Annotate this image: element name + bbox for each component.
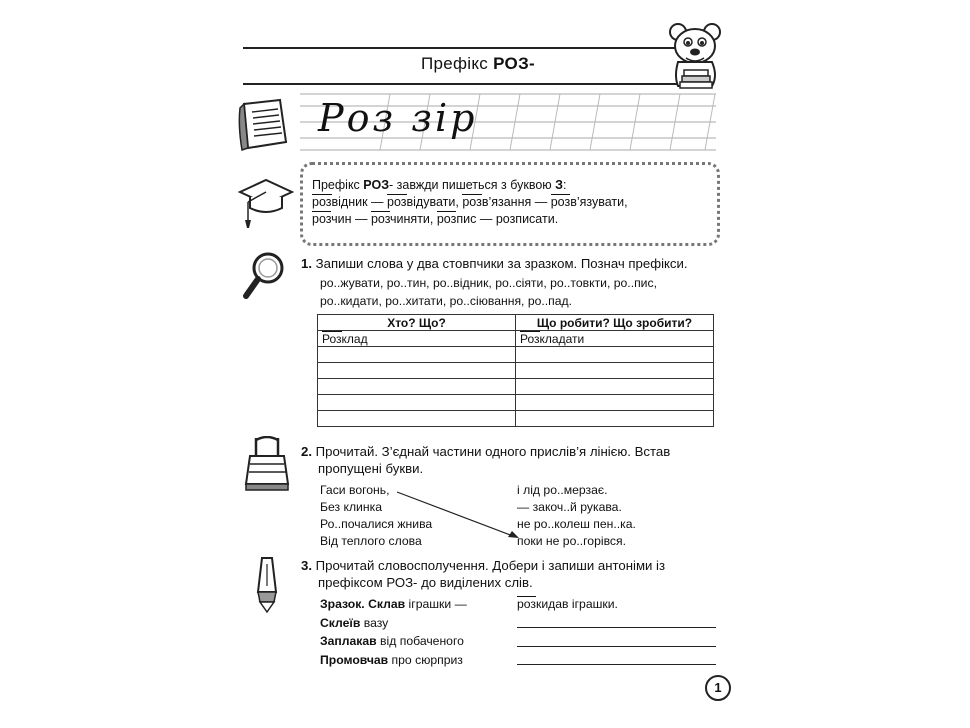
title-word: Префікс xyxy=(420,54,489,73)
handwriting-sample: Роз зір xyxy=(318,96,478,140)
answer-line-1[interactable] xyxy=(517,627,716,628)
task-3-item-2: Заплакав від побаченого xyxy=(320,634,464,648)
proverb-right-4[interactable]: поки не ро..горівся. xyxy=(517,534,626,548)
task-1-heading: 1. Запиши слова у два стовпчики за зразком. Познач префікси. xyxy=(301,256,688,271)
rule-line-3: розчин — розчиняти, розпис — розписати. xyxy=(312,212,559,226)
bear-mascot-icon xyxy=(664,20,728,92)
table-cell[interactable] xyxy=(516,363,714,379)
table-sample-left: Розклад xyxy=(318,331,516,347)
magnifier-icon xyxy=(240,250,290,304)
binder-clip-icon xyxy=(240,436,294,494)
table-cell[interactable] xyxy=(318,395,516,411)
table-cell[interactable] xyxy=(516,395,714,411)
task-3-item-3: Промовчав про сюрприз xyxy=(320,653,463,667)
task-3-sample-answer: розкидав іграшки. xyxy=(517,597,618,611)
table-cell[interactable] xyxy=(516,379,714,395)
proverb-left-1[interactable]: Гаси вогонь, xyxy=(320,483,390,497)
connecting-line-arrow xyxy=(395,490,525,542)
graduation-cap-icon xyxy=(236,172,294,230)
table-cell[interactable] xyxy=(516,411,714,427)
page-title xyxy=(243,54,713,74)
table-cell[interactable] xyxy=(516,347,714,363)
rule-line-1: Префікс РОЗ- завжди пишеться з буквою З: xyxy=(312,178,567,192)
proverb-left-4[interactable]: Від теплого слова xyxy=(320,534,422,548)
task-3-item-1: Склеїв вазу xyxy=(320,616,389,630)
table-cell[interactable] xyxy=(318,411,516,427)
proverb-left-2[interactable]: Без клинка xyxy=(320,500,382,514)
title-prefix: РОЗ- xyxy=(493,54,535,73)
table-cell[interactable] xyxy=(318,347,516,363)
proverb-right-3[interactable]: не ро..колеш пен..ка. xyxy=(517,517,636,531)
task-2-heading: 2. Прочитай. З’єднай частини одного прислів’я лінією. Встав пропущені букви. xyxy=(301,444,671,476)
table-cell[interactable] xyxy=(318,379,516,395)
task-1-words: ро..жувати, ро..тин, ро..відник, ро..сіяти, ро..товкти, ро..пис, ро..кидати, ро..хитати, ро..сіювання, ро..пад. xyxy=(320,276,657,308)
rule-line-2: розвідник — розвідувати, розв’язання — розв’язувати, xyxy=(312,195,628,209)
answer-line-2[interactable] xyxy=(517,646,716,647)
table-sample-right: Розкладати xyxy=(516,331,714,347)
table-header-left: Хто? Що? xyxy=(318,315,516,331)
task-3-sample: Зразок. Склав іграшки — xyxy=(320,597,467,611)
page-number: 1 xyxy=(705,675,731,701)
proverb-right-column xyxy=(517,482,636,550)
task-1-table xyxy=(317,314,714,427)
rule-text xyxy=(312,177,628,228)
proverb-left-3[interactable]: Ро..почалися жнива xyxy=(320,517,433,531)
notebook-icon xyxy=(236,96,294,154)
proverb-right-1[interactable]: і лід ро..мерзає. xyxy=(517,483,608,497)
proverb-right-2[interactable]: — закоч..й рукава. xyxy=(517,500,622,514)
answer-line-3[interactable] xyxy=(517,664,716,665)
task-3-heading: 3. Прочитай словосполучення. Добери і запиши антоніми із префіксом РОЗ- до виділених слів. xyxy=(301,558,666,590)
table-cell[interactable] xyxy=(318,363,516,379)
table-header-right: Що робити? Що зробити? xyxy=(516,315,714,331)
title-bar xyxy=(243,47,713,85)
pen-icon xyxy=(248,556,286,614)
